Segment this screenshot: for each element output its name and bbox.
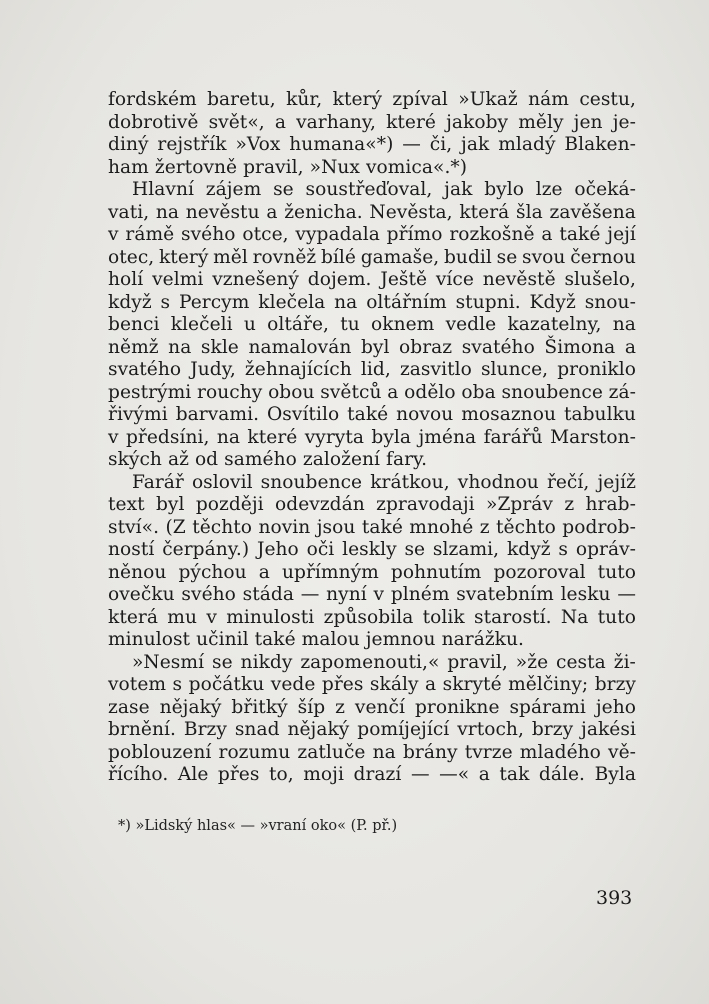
word: učinil [196, 629, 249, 650]
word: novin [258, 516, 311, 538]
word: tabulku [563, 404, 636, 425]
word: mosaznou [461, 404, 556, 425]
word: minulost [108, 629, 191, 650]
word: gamaše, [360, 246, 440, 268]
word: vhodnou [457, 471, 539, 493]
word: novou [396, 404, 454, 425]
word: dojem. [307, 269, 372, 290]
word: drazí [353, 764, 402, 785]
text-line [108, 449, 636, 472]
word: nevěstě [482, 269, 556, 290]
word: ženicha. [284, 201, 363, 223]
word: — [402, 134, 421, 155]
word: oči [306, 539, 335, 560]
word: benci [108, 314, 160, 335]
word: vznešený [212, 269, 299, 290]
word: tvrze [464, 741, 513, 763]
word: na [216, 426, 241, 448]
word: počátku [188, 674, 265, 695]
word: těchto [496, 516, 556, 538]
word: — [410, 764, 430, 785]
word: zavěšena [549, 201, 636, 223]
word: se [496, 246, 518, 268]
word: měl [213, 246, 248, 268]
word: brnění. [108, 719, 176, 740]
word: a [258, 561, 270, 583]
word: votem [108, 674, 167, 695]
word: a [541, 224, 553, 245]
word: mělčiny; [508, 674, 589, 695]
word: pozoroval [493, 561, 586, 583]
word: spárami [509, 696, 586, 718]
word: Ještě [380, 269, 428, 290]
word: obou [268, 381, 315, 403]
word: cestu, [579, 89, 636, 110]
word: skály [369, 674, 419, 695]
word: předsíni, [125, 426, 210, 448]
word: nějaký [287, 719, 350, 740]
word: snoubence [501, 381, 603, 403]
word: brzy [594, 674, 636, 695]
word: šíp [297, 696, 326, 718]
word: která [108, 606, 158, 628]
word: vě- [608, 741, 636, 763]
text-line [108, 742, 636, 765]
word: dobrotivě [108, 111, 199, 133]
word: rouchy [197, 381, 263, 403]
word: pravil, [447, 651, 508, 673]
word: ham [108, 156, 149, 178]
word: také [559, 224, 601, 245]
word: mnohé [409, 516, 474, 538]
word: v [108, 224, 119, 245]
word: či, [429, 134, 453, 155]
body-text [108, 89, 636, 787]
word: z [564, 494, 575, 515]
word: namalován [248, 336, 352, 358]
word: až [167, 449, 189, 470]
word: klečela [258, 291, 326, 313]
word: a [624, 336, 636, 358]
text-line [108, 607, 636, 630]
word: jemnou [365, 629, 436, 650]
text-line [108, 427, 636, 450]
word: vrtoch, [457, 719, 524, 740]
word: slunce, [480, 359, 549, 380]
word: leskly [342, 539, 397, 560]
footnote: *) »Lidský hlas« — »vraní oko« (P. př.) [118, 818, 398, 834]
word: na [168, 336, 192, 358]
word: těchto [192, 516, 253, 538]
word: která [459, 201, 510, 223]
word: bylo [484, 179, 524, 200]
word: jak [444, 179, 473, 200]
word: očeká- [574, 179, 636, 200]
word: oknem [371, 314, 435, 335]
word: »Nux [309, 156, 360, 178]
word: nějaký [159, 696, 222, 718]
word: jména [418, 426, 477, 448]
word: barvami. [175, 404, 260, 425]
word: odevzdán [275, 494, 365, 515]
word: Když [529, 291, 576, 313]
word: ži- [613, 651, 636, 673]
text-line [108, 247, 636, 270]
word: budil [443, 246, 492, 268]
word: tuto [597, 606, 636, 628]
word: z [479, 516, 490, 538]
word: pestrými [108, 381, 192, 403]
word: tolik [422, 606, 465, 628]
word: v [373, 584, 385, 605]
word: mladý [498, 134, 556, 155]
word: jejíž [597, 471, 636, 493]
word: Farář [132, 471, 184, 493]
word: který [332, 89, 383, 110]
word: pomíjející [357, 719, 450, 740]
text-line [108, 539, 636, 562]
word: zase [108, 696, 150, 718]
word: varhany, [296, 111, 376, 133]
word: jakoby [446, 111, 509, 133]
text-line [108, 764, 636, 787]
word: vomica«.*) [365, 156, 468, 178]
word: a [478, 764, 490, 785]
word: farářů [483, 426, 543, 448]
word: narážku. [441, 629, 524, 650]
word: »že [515, 651, 549, 673]
word: tu [340, 314, 360, 335]
word: text [108, 494, 145, 515]
word: Judy, [190, 359, 236, 380]
word: žertovně [154, 156, 238, 178]
word: — [300, 584, 320, 605]
word: byla [371, 426, 412, 448]
word: »Vox [235, 134, 281, 155]
text-line [108, 494, 636, 517]
word: venčí [354, 696, 406, 718]
word: opráv- [575, 539, 636, 560]
text-line [108, 179, 636, 202]
word: založení [302, 449, 381, 470]
word: »Ukaž [458, 89, 518, 110]
word: z [335, 696, 345, 718]
word: skryté [442, 674, 502, 695]
text-line [108, 89, 636, 112]
word: vati, [108, 201, 150, 223]
word: Osvítilo [267, 404, 340, 425]
word: soustřeďoval, [305, 179, 433, 200]
word: s [172, 674, 183, 695]
word: když [506, 539, 551, 560]
word: také [361, 516, 403, 538]
word: zájem [205, 179, 262, 200]
word: Percym [178, 291, 250, 313]
text-line [108, 382, 636, 405]
word: jen [573, 111, 603, 133]
word: Ale [177, 764, 209, 785]
word: měly [518, 111, 564, 133]
word: Byla [594, 764, 636, 785]
word: oslovil [191, 471, 253, 493]
word: a [266, 201, 278, 223]
word: šla [516, 201, 543, 223]
word: jsou [316, 516, 356, 538]
word: se [273, 179, 294, 200]
word: byl [155, 494, 185, 515]
word: na [612, 314, 636, 335]
text-line [108, 224, 636, 247]
word: krátkou, [370, 471, 450, 493]
word: svatého [108, 359, 182, 380]
word: kůr, [286, 89, 323, 110]
text-line [108, 674, 636, 697]
word: tuto [597, 561, 636, 583]
word: nám [528, 89, 569, 110]
word: Šimona [544, 336, 616, 358]
word: Na [560, 606, 589, 628]
word: samého [224, 449, 297, 470]
word: skle [200, 336, 239, 358]
word: stáda [242, 584, 294, 605]
word: s [160, 291, 171, 313]
word: slzami, [432, 539, 500, 560]
word: Brzy [183, 719, 227, 740]
word: přímo [386, 224, 443, 245]
word: obraz [399, 336, 453, 358]
word: v [108, 426, 119, 448]
text-line [108, 134, 636, 157]
word: odělo [404, 381, 456, 403]
page-number: 393 [596, 887, 633, 909]
word: pohnutím [390, 561, 482, 583]
word: s [558, 539, 569, 560]
word: pronikne [414, 696, 500, 718]
text-line [108, 584, 636, 607]
word: jeho [595, 696, 636, 718]
word: malou [301, 629, 360, 650]
word: — [617, 584, 636, 605]
word: které [386, 111, 436, 133]
word: ností [108, 539, 155, 560]
word: plném [390, 584, 450, 605]
word: vedle [445, 314, 497, 335]
word: starostí. [474, 606, 552, 628]
word: také [347, 404, 389, 425]
word: také [254, 629, 296, 650]
word: velmi [152, 269, 204, 290]
word: lze [535, 179, 563, 200]
word: na [334, 291, 358, 313]
word: se [404, 539, 426, 560]
word: »Zpráv [486, 494, 553, 515]
word: Jeho [256, 539, 299, 560]
word: cesta [556, 651, 606, 673]
text-line [108, 697, 636, 720]
word: rámě [125, 224, 175, 245]
word: otce, [242, 224, 289, 245]
word: vypadala [295, 224, 380, 245]
word: Nevěsta, [369, 201, 453, 223]
word: ství«. [108, 516, 160, 538]
word: holí [108, 269, 144, 290]
word: snou- [584, 291, 636, 313]
word: bílé [320, 246, 356, 268]
word: jakési [581, 719, 636, 740]
word: humana«*) [289, 134, 394, 155]
word: zpíval [392, 89, 448, 110]
text-line [108, 112, 636, 135]
word: později [195, 494, 264, 515]
word: hrab- [585, 494, 636, 515]
word: mladého [519, 741, 601, 763]
word: rejstřík [157, 134, 227, 155]
word: poblouzení [108, 741, 212, 763]
word: zpravodaji [376, 494, 475, 515]
word: moji [303, 764, 344, 785]
word: byl [360, 336, 390, 358]
text-line [108, 719, 636, 742]
word: a [387, 381, 399, 403]
word: svět«, [208, 111, 265, 133]
word: zasvitlo [399, 359, 472, 380]
word: světců [320, 381, 382, 403]
word: kazatelny, [507, 314, 602, 335]
word: a [425, 674, 437, 695]
word: pravil, [243, 156, 304, 178]
word: vyryta [304, 426, 364, 448]
word: je- [612, 111, 636, 133]
text-line [108, 157, 636, 180]
word: na [372, 741, 396, 763]
word: její [607, 224, 636, 245]
word: zá- [608, 381, 636, 403]
word: mu [167, 606, 197, 628]
word: zapomenouti,« [300, 651, 440, 673]
word: —« [439, 764, 470, 785]
word: rozumu [218, 741, 291, 763]
word: svatého [461, 336, 535, 358]
word: oba [461, 381, 496, 403]
word: brány [402, 741, 458, 763]
word: fordském [108, 89, 197, 110]
word: klečeli [170, 314, 233, 335]
word: Marston- [550, 426, 636, 448]
word: ských [108, 449, 162, 470]
word: svou [522, 246, 566, 268]
word: proniklo [557, 359, 636, 380]
word: oltářním [366, 291, 447, 313]
word: slušelo, [564, 269, 636, 290]
word: lid, [360, 359, 391, 380]
word: snoubence [260, 471, 363, 493]
word: černou [570, 246, 636, 268]
word: lesku [560, 584, 611, 605]
word: přes [321, 674, 364, 695]
word: oltáře, [267, 314, 329, 335]
word: dále. [538, 764, 586, 785]
word: řečí, [546, 471, 590, 493]
text-line [108, 359, 636, 382]
word: více [435, 269, 474, 290]
word: přes [217, 764, 260, 785]
text-line [108, 517, 636, 540]
word: diný [108, 134, 149, 155]
word: pýchou [178, 561, 247, 583]
word: žehnajících [244, 359, 352, 380]
word: Hlavní [132, 179, 194, 200]
word: to, [268, 764, 294, 785]
word: břitký [231, 696, 288, 718]
word: Blaken- [564, 134, 636, 155]
text-line [108, 472, 636, 495]
word: upřímným [281, 561, 379, 583]
text-line [108, 562, 636, 585]
text-line [108, 652, 636, 675]
word: rovněž [252, 246, 317, 268]
word: brzy [531, 719, 574, 740]
text-line [108, 629, 636, 652]
word: nikdy [240, 651, 293, 673]
word: když [108, 291, 152, 313]
word: které [247, 426, 298, 448]
word: způsobila [323, 606, 414, 628]
word: němž [108, 336, 159, 358]
word: ovečku [108, 584, 175, 605]
word: svého [181, 584, 236, 605]
word: nevěstu [185, 201, 260, 223]
word: se [211, 651, 233, 673]
word: otec, [108, 246, 155, 268]
word: nyní [326, 584, 367, 605]
word: od [194, 449, 219, 470]
word: zatluče [297, 741, 366, 763]
word: baretu, [207, 89, 276, 110]
word: v [206, 606, 217, 628]
word: u [243, 314, 256, 335]
text-line [108, 314, 636, 337]
text-line [108, 269, 636, 292]
word: svatebním [456, 584, 554, 605]
text-line [108, 202, 636, 225]
word: a [274, 111, 286, 133]
word: rozkošně [449, 224, 535, 245]
word: stupni. [455, 291, 521, 313]
word: »Nesmí [132, 651, 205, 673]
text-line [108, 337, 636, 360]
word: řivými [108, 404, 168, 425]
word: který [158, 246, 209, 268]
word: minulosti [226, 606, 315, 628]
word: jak [461, 134, 490, 155]
word: řícího. [108, 764, 169, 785]
word: snad [234, 719, 280, 740]
word: na [155, 201, 180, 223]
word: fary. [386, 449, 428, 470]
word: čerpány.) [162, 539, 250, 560]
word: něnou [108, 561, 167, 583]
text-line [108, 404, 636, 427]
word: svého [181, 224, 236, 245]
word: vede [270, 674, 316, 695]
word: podrob- [562, 516, 636, 538]
text-line [108, 292, 636, 315]
word: tak [499, 764, 530, 785]
word: (Z [165, 516, 186, 538]
